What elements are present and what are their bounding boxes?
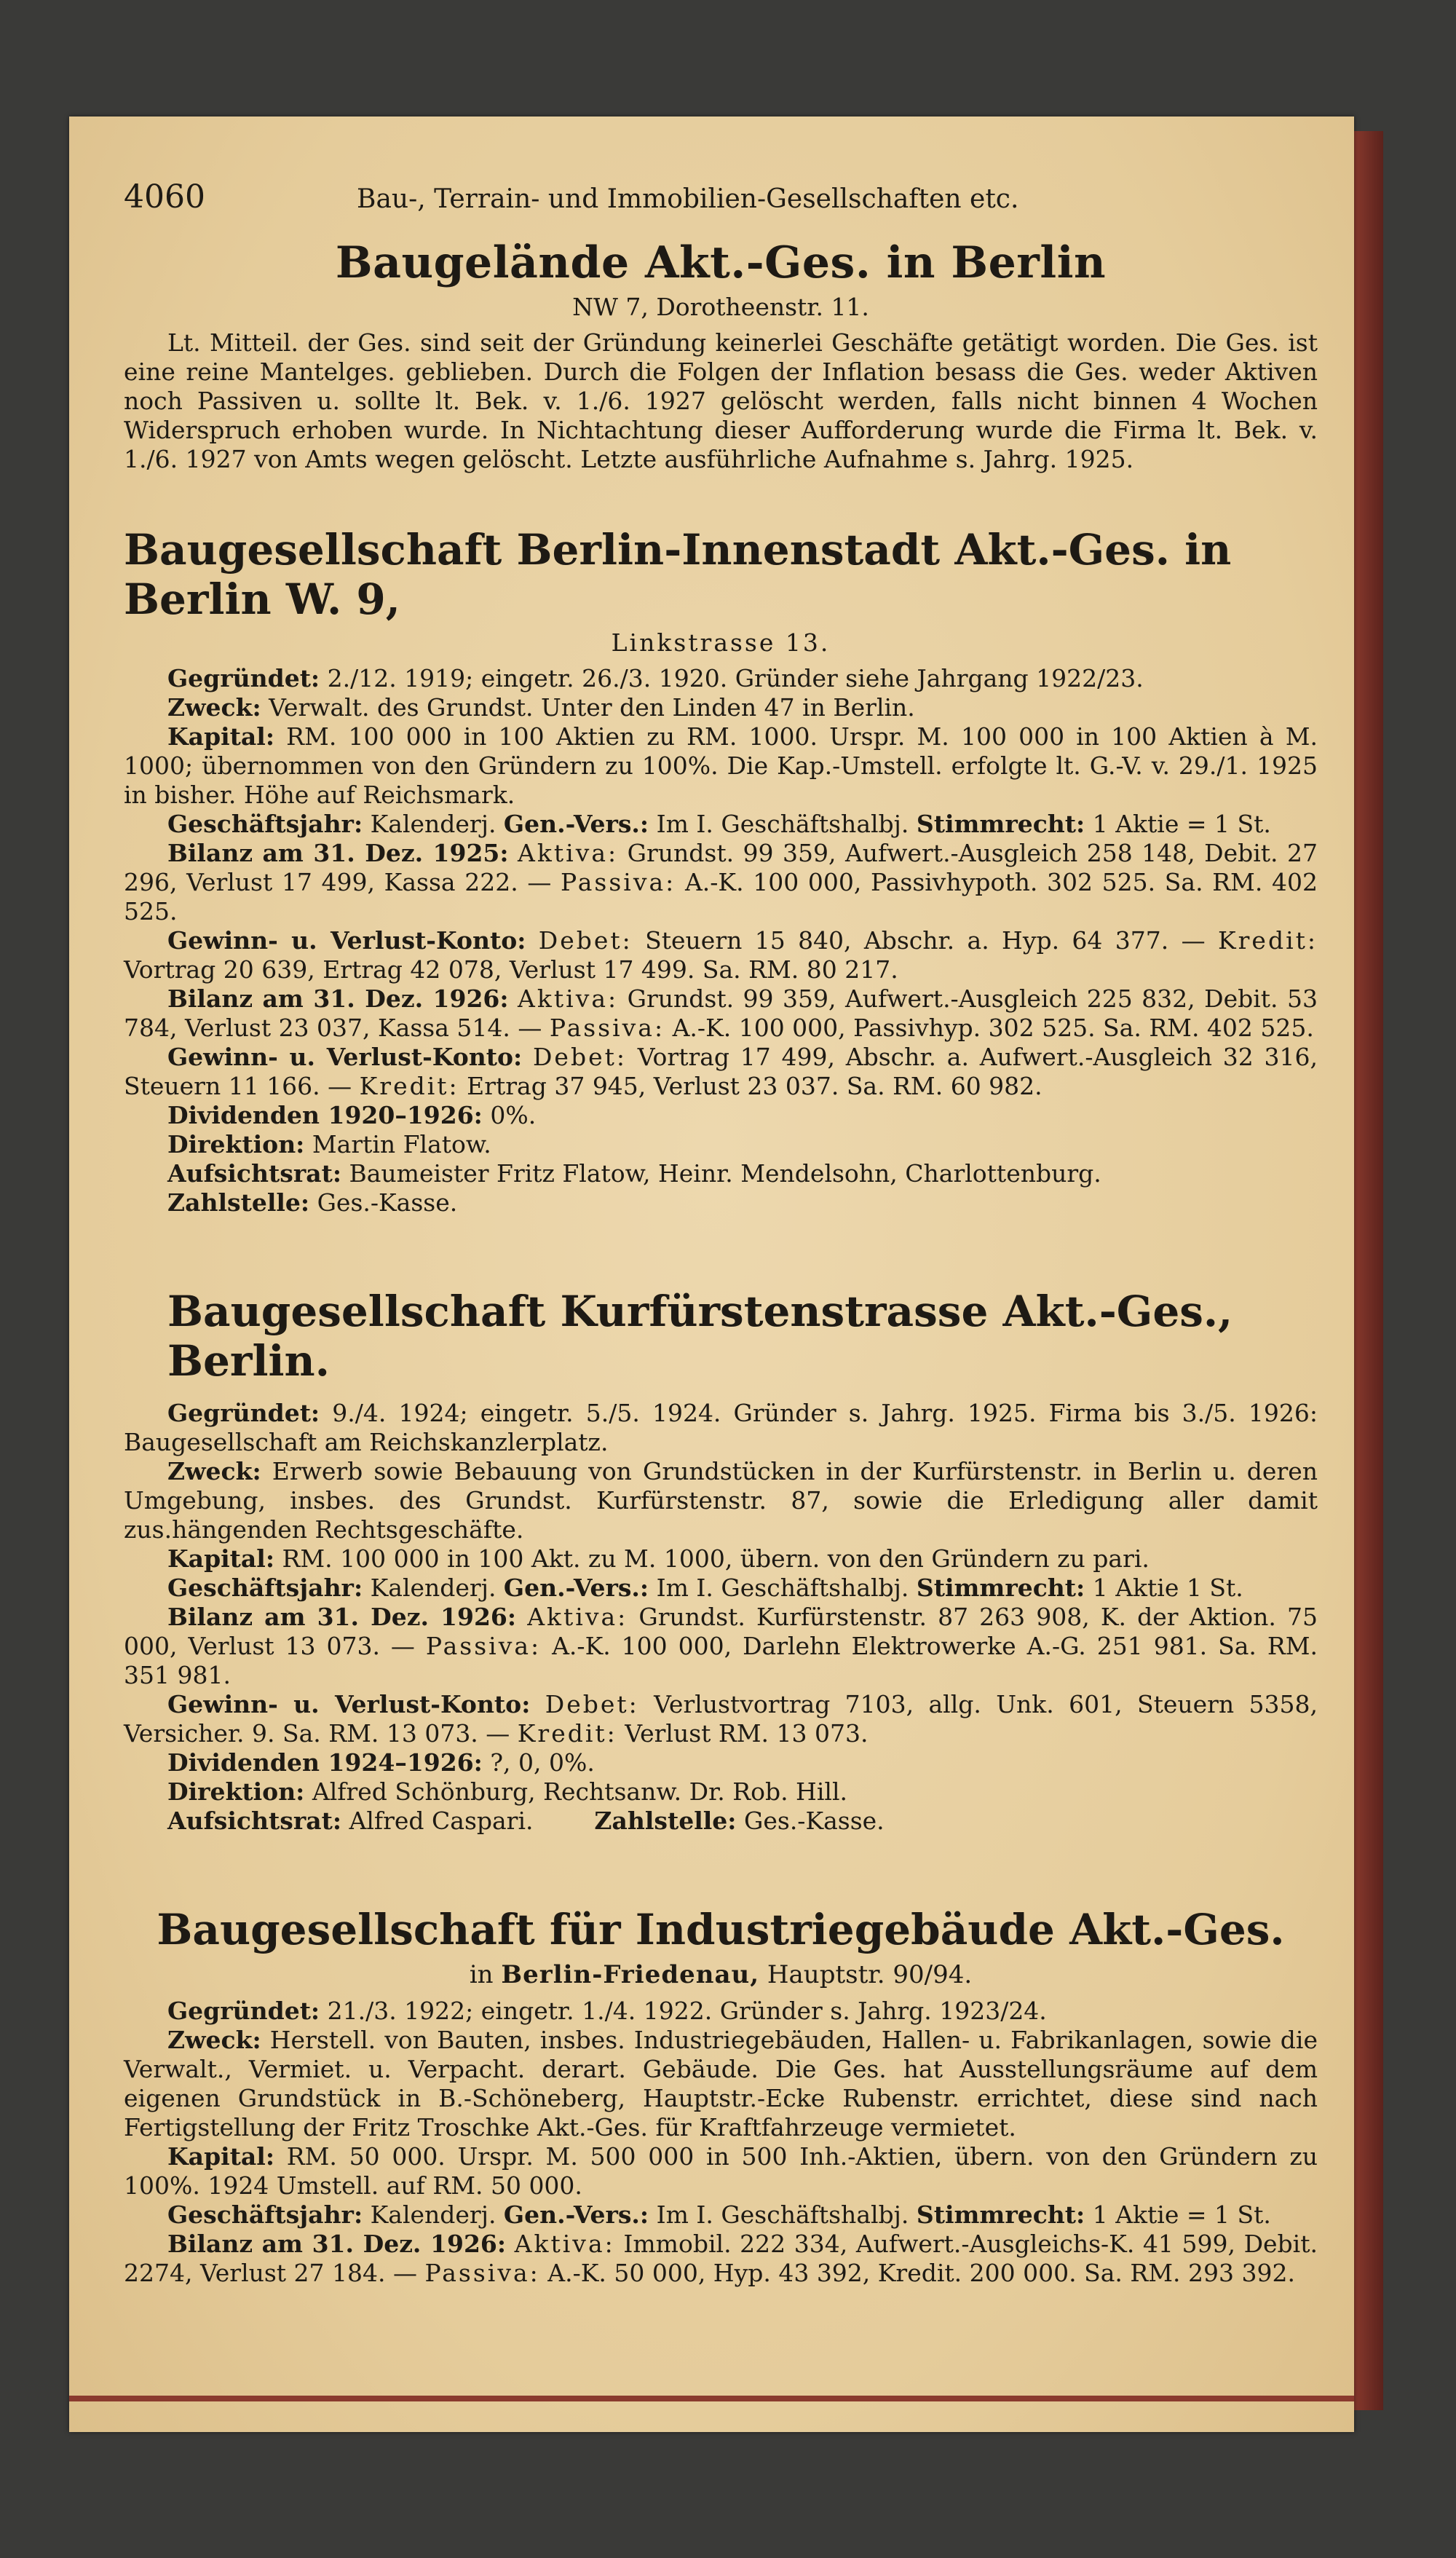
debit-label: Debet: <box>545 1690 639 1718</box>
liabilities-label: Passiva: <box>425 1632 542 1660</box>
dividends-label: Dividenden 1924–1926: <box>167 1748 483 1777</box>
running-title: Bau-, Terrain- und Immobilien-Gesellschaften etc. <box>357 184 1019 214</box>
entry-title: Baugesellschaft Berlin-Innenstadt Akt.-Ges. in Berlin W. 9, <box>124 525 1232 624</box>
entry-title: Baugelände Akt.-Ges. in Berlin <box>335 237 1107 288</box>
paying-agent-label: Zahlstelle: <box>167 1188 310 1217</box>
page-number: 4060 <box>124 178 205 216</box>
balance-paragraph <box>124 2230 1318 2288</box>
general-meeting-text: Im I. Geschäftshalbj. <box>649 2200 917 2229</box>
balance-label: Bilanz am 31. Dez. 1925: <box>167 839 509 867</box>
liabilities-text: A.-K. 100 000, Passivhypoth. 302 525. Sa. RM. 402 525. <box>124 868 1318 925</box>
supervisory-label: Aufsichtsrat: <box>167 1807 342 1835</box>
purpose-label: Zweck: <box>167 693 261 722</box>
board-text: Martin Flatow. <box>304 1130 491 1158</box>
credit-text: Vortrag 20 639, Ertrag 42 078, Verlust 17 499. Sa. RM. 80 217. <box>124 955 898 984</box>
credit-text: Verlust RM. 13 073. <box>617 1719 869 1748</box>
balance-label: Bilanz am 31. Dez. 1926: <box>167 984 509 1013</box>
assets-label: Aktiva: <box>527 1603 628 1631</box>
pnl-label: Gewinn- u. Verlust-Konto: <box>167 926 526 955</box>
founded-text: 21./3. 1922; eingetr. 1./4. 1922. Gründer s. Jahrg. 1923/24. <box>320 1997 1047 2025</box>
general-meeting-label: Gen.-Vers.: <box>503 2200 649 2229</box>
supervisory-label: Aufsichtsrat: <box>167 1159 342 1188</box>
purpose-text: Erwerb sowie Bebauung von Grundstücken in der Kurfürstenstr. in Berlin u. deren Umgebung, insbes. des Grundst. Kurfürstenstr. 87, sowie die Erledigung aller damit zus.hängenden Rechtsgeschäfte. <box>124 1457 1318 1544</box>
entry-address: Linkstrasse 13. <box>611 628 831 657</box>
capital-paragraph <box>124 1544 1318 1574</box>
location-place: Berlin-Friedenau, <box>501 1960 760 1989</box>
supervisory-text: Baumeister Fritz Flatow, Heinr. Mendelsohn, Charlottenburg. <box>341 1159 1101 1188</box>
supervisory-paragraph <box>124 1807 1318 1836</box>
dividends-text: 0%. <box>482 1101 537 1129</box>
pnl-label: Gewinn- u. Verlust-Konto: <box>167 1043 523 1071</box>
capital-label: Kapital: <box>167 2142 275 2171</box>
page-content <box>124 178 1318 2288</box>
capital-text: RM. 100 000 in 100 Akt. zu M. 1000, übern. von den Gründern zu pari. <box>274 1544 1150 1573</box>
board-text: Alfred Schönburg, Rechtsanw. Dr. Rob. Hill. <box>304 1777 847 1806</box>
assets-label: Aktiva: <box>518 984 619 1013</box>
running-head <box>124 178 1318 216</box>
fiscal-year-text: Kalenderj. <box>363 810 504 838</box>
pnl-1925-paragraph <box>124 926 1318 984</box>
board-paragraph <box>124 1130 1318 1159</box>
purpose-paragraph <box>124 1457 1318 1544</box>
voting-right-text: 1 Aktie = 1 St. <box>1085 810 1271 838</box>
assets-text: Grundst. Kurfürstenstr. 87 263 908, K. der Aktion. 75 000, Verlust 13 073. — <box>124 1603 1318 1660</box>
voting-right-label: Stimmrecht: <box>916 810 1085 838</box>
general-meeting-label: Gen.-Vers.: <box>503 1574 649 1602</box>
voting-right-text: 1 Aktie 1 St. <box>1085 1574 1243 1602</box>
debit-text: Vortrag 17 499, Abschr. a. Aufwert.-Ausgleich 32 316, Steuern 11 166. — <box>124 1043 1318 1100</box>
fiscal-paragraph <box>124 1574 1318 1603</box>
founded-paragraph <box>124 1997 1318 2026</box>
fiscal-year-label: Geschäftsjahr: <box>167 1574 363 1602</box>
founded-paragraph <box>124 1399 1318 1457</box>
dividends-paragraph <box>124 1101 1318 1130</box>
pnl-label: Gewinn- u. Verlust-Konto: <box>167 1690 531 1718</box>
credit-text: Ertrag 37 945, Verlust 23 037. Sa. RM. 60 982. <box>459 1072 1042 1100</box>
balance-label: Bilanz am 31. Dez. 1926: <box>167 1603 517 1631</box>
entry-baugelaende <box>124 237 1318 474</box>
balance-label: Bilanz am 31. Dez. 1926: <box>167 2230 507 2258</box>
paying-agent-text: Ges.-Kasse. <box>309 1188 458 1217</box>
liabilities-label: Passiva: <box>561 868 676 896</box>
dividends-text: ?, 0, 0%. <box>482 1748 595 1777</box>
fiscal-year-label: Geschäftsjahr: <box>167 2200 363 2229</box>
assets-text: Immobil. 222 334, Aufwert.-Ausgleichs-K. 41 599, Debit. 2274, Verlust 27 184. — <box>124 2230 1318 2287</box>
entry-body: Lt. Mitteil. der Ges. sind seit der Gründung keinerlei Geschäfte getätigt worden. Die Ges. ist eine reine Mantelges. geblieben. Durch die Folgen der Inflation besass die Ges. weder Aktiven noch Passiven u. sollte lt. Bek. v. 1./6. 1927 gelöscht werden, falls nicht binnen 4 Wochen Widerspruch erhoben wurde. In Nichtachtung dieser Aufforderung wurde die Firma lt. Bek. v. 1./6. 1927 von Amts wegen gelöscht. Letzte ausführliche Aufnahme s. Jahrg. 1925. <box>124 328 1318 473</box>
pnl-1926-paragraph <box>124 1043 1318 1101</box>
balance-paragraph <box>124 1603 1318 1690</box>
capital-label: Kapital: <box>167 1544 275 1573</box>
dividends-paragraph <box>124 1748 1318 1777</box>
supervisory-text: Alfred Caspari. <box>341 1807 534 1835</box>
paying-agent-paragraph <box>124 1188 1318 1217</box>
capital-text: RM. 50 000. Urspr. M. 500 000 in 500 Inh.-Aktien, übern. von den Gründern zu 100%. 1924 Umstell. auf RM. 50 000. <box>124 2142 1318 2200</box>
fiscal-paragraph <box>124 2200 1318 2230</box>
dividends-label: Dividenden 1920–1926: <box>167 1101 483 1129</box>
fiscal-year-text: Kalenderj. <box>363 1574 504 1602</box>
purpose-label: Zweck: <box>167 1457 261 1485</box>
purpose-paragraph <box>124 693 1318 722</box>
liabilities-label: Passiva: <box>424 2259 540 2287</box>
founded-label: Gegründet: <box>167 1997 320 2025</box>
location-street: Hauptstr. 90/94. <box>759 1960 973 1989</box>
founded-paragraph <box>124 664 1318 693</box>
founded-text: 2./12. 1919; eingetr. 26./3. 1920. Gründer siehe Jahrgang 1922/23. <box>320 664 1144 692</box>
board-label: Direktion: <box>167 1130 305 1158</box>
entry-address: NW 7, Dorotheenstr. 11. <box>572 293 869 321</box>
liabilities-text: A.-K. 100 000, Passivhyp. 302 525. Sa. RM. 402 525. <box>665 1014 1314 1042</box>
debit-text: Verlustvortrag 7103, allg. Unk. 601, Steuern 5358, Versicher. 9. Sa. RM. 13 073. — <box>124 1690 1318 1748</box>
capital-text: RM. 100 000 in 100 Aktien zu RM. 1000. Urspr. M. 100 000 in 100 Aktien à M. 1000; übernommen von den Gründern zu 100%. Die Kap.-Umstell. erfolgte lt. G.-V. v. 29./1. 1925 in bisher. Höhe auf Reichsmark. <box>124 722 1318 809</box>
entry-industriegebaeude <box>124 1905 1318 2288</box>
fiscal-paragraph <box>124 810 1318 839</box>
voting-right-text: 1 Aktie = 1 St. <box>1085 2200 1271 2229</box>
entry-title: Baugesellschaft für Industriegebäude Akt.-Ges. <box>157 1905 1285 1954</box>
fiscal-year-text: Kalenderj. <box>363 2200 504 2229</box>
entry-kurfuerstenstrasse <box>124 1287 1318 1836</box>
capital-paragraph <box>124 2142 1318 2200</box>
assets-label: Aktiva: <box>518 839 619 867</box>
capital-paragraph <box>124 722 1318 810</box>
board-label: Direktion: <box>167 1777 305 1806</box>
pnl-paragraph <box>124 1690 1318 1748</box>
assets-text: Grundst. 99 359, Aufwert.-Ausgleich 225 832, Debit. 53 784, Verlust 23 037, Kassa 514. — <box>124 984 1318 1042</box>
credit-label: Kredit: <box>359 1072 459 1100</box>
purpose-text: Verwalt. des Grundst. Unter den Linden 47 in Berlin. <box>261 693 915 722</box>
balance-1926-paragraph <box>124 984 1318 1043</box>
voting-right-label: Stimmrecht: <box>916 2200 1085 2229</box>
fiscal-year-label: Geschäftsjahr: <box>167 810 363 838</box>
liabilities-text: A.-K. 100 000, Darlehn Elektrowerke A.-G. 251 981. Sa. RM. 351 981. <box>124 1632 1318 1689</box>
founded-text: 9./4. 1924; eingetr. 5./5. 1924. Gründer s. Jahrg. 1925. Firma bis 3./5. 1926: Baugesellschaft am Reichskanzlerplatz. <box>124 1399 1318 1456</box>
voting-right-label: Stimmrecht: <box>916 1574 1085 1602</box>
debit-text: Steuern 15 840, Abschr. a. Hyp. 64 377. — <box>632 926 1218 955</box>
assets-text: Grundst. 99 359, Aufwert.-Ausgleich 258 148, Debit. 27 296, Verlust 17 499, Kassa 222. — <box>124 839 1318 896</box>
general-meeting-label: Gen.-Vers.: <box>503 810 649 838</box>
credit-label: Kredit: <box>1217 926 1318 955</box>
board-paragraph <box>124 1777 1318 1807</box>
entry-location <box>124 1960 1318 1989</box>
paying-agent-text: Ges.-Kasse. <box>736 1807 885 1835</box>
general-meeting-text: Im I. Geschäftshalbj. <box>649 1574 917 1602</box>
purpose-label: Zweck: <box>167 2026 261 2054</box>
debit-label: Debet: <box>538 926 633 955</box>
liabilities-label: Passiva: <box>549 1014 665 1042</box>
document-page <box>69 117 1354 2432</box>
assets-label: Aktiva: <box>514 2230 615 2258</box>
general-meeting-text: Im I. Geschäftshalbj. <box>649 810 917 838</box>
debit-label: Debet: <box>532 1043 627 1071</box>
purpose-text: Herstell. von Bauten, insbes. Industriegebäuden, Hallen- u. Fabrikanlagen, sowie die Verwalt., Vermiet. u. Verpacht. derart. Gebäude. Die Ges. hat Ausstellungsräume auf dem eigenen Grundstück in B.-Schöneberg, Hauptstr.-Ecke Rubenstr. errichtet, diese sind nach Fertigstellung der Fritz Troschke Akt.-Ges. für Kraftfahrzeuge vermietet. <box>124 2026 1318 2141</box>
entry-berlin-innenstadt <box>124 525 1318 1217</box>
location-prefix: in <box>469 1960 502 1989</box>
purpose-paragraph <box>124 2026 1318 2142</box>
liabilities-text: A.-K. 50 000, Hyp. 43 392, Kredit. 200 000. Sa. RM. 293 392. <box>539 2259 1295 2287</box>
credit-label: Kredit: <box>517 1719 617 1748</box>
paying-agent-label: Zahlstelle: <box>594 1807 737 1835</box>
founded-label: Gegründet: <box>167 1399 320 1427</box>
supervisory-paragraph <box>124 1159 1318 1188</box>
founded-label: Gegründet: <box>167 664 320 692</box>
capital-label: Kapital: <box>167 722 275 751</box>
balance-1925-paragraph <box>124 839 1318 926</box>
page-bottom-edge <box>69 2396 1354 2401</box>
entry-title: Baugesellschaft Kurfürstenstrasse Akt.-Ges., Berlin. <box>167 1287 1233 1386</box>
